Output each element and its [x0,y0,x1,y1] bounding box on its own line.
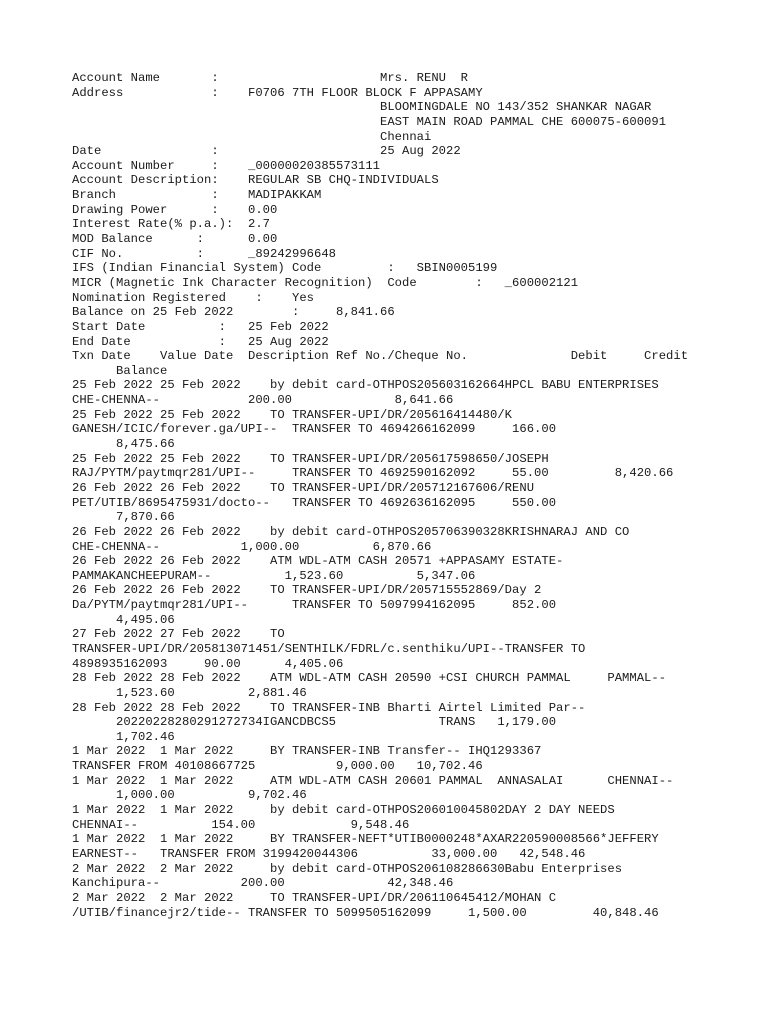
statement-line: RAJ/PYTM/paytmqr281/UPI-- TRANSFER TO 4692590162092 55.00 8,420.66 [72,466,674,481]
statement-line: EARNEST-- TRANSFER FROM 3199420044306 33,000.00 42,548.46 [72,846,586,861]
statement-line: 2 Mar 2022 2 Mar 2022 TO TRANSFER-UPI/DR/206110645412/MOHAN C [72,890,557,905]
statement-line: PAMMAKANCHEEPURAM-- 1,523.60 5,347.06 [72,568,476,583]
statement-line: MOD Balance : 0.00 [72,232,278,247]
statement-line: 25 Feb 2022 25 Feb 2022 by debit card-OTHPOS205603162664HPCL BABU ENTERPRISES [72,378,659,393]
statement-line: BLOOMINGDALE NO 143/352 SHANKAR NAGAR [72,100,652,115]
statement-line: 1 Mar 2022 1 Mar 2022 by debit card-OTHPOS206010045802DAY 2 DAY NEEDS [72,803,615,818]
statement-line: TRANSFER FROM 40108667725 9,000.00 10,702.46 [72,759,483,774]
statement-line: Kanchipura-- 200.00 42,348.46 [72,876,454,891]
statement-line: Balance on 25 Feb 2022 : 8,841.66 [72,305,395,320]
statement-line: 28 Feb 2022 28 Feb 2022 ATM WDL-ATM CASH 20590 +CSI CHURCH PAMMAL PAMMAL-- [72,671,667,686]
statement-line: 26 Feb 2022 26 Feb 2022 TO TRANSFER-UPI/DR/205715552869/Day 2 [72,583,542,598]
statement-line: End Date : 25 Aug 2022 [72,334,329,349]
statement-line: MICR (Magnetic Ink Character Recognition) Code : _600002121 [72,275,579,290]
statement-line: Da/PYTM/paytmqr281/UPI-- TRANSFER TO 5097994162095 852.00 [72,598,557,613]
statement-line: Start Date : 25 Feb 2022 [72,319,329,334]
statement-line: Date : 25 Aug 2022 [72,144,461,159]
statement-line: 1,702.46 [72,729,175,744]
statement-line: 27 Feb 2022 27 Feb 2022 TO [72,627,285,642]
statement-line: IFS (Indian Financial System) Code : SBIN0005199 [72,261,498,276]
statement-line: 20220228280291272734IGANCDBCS5 TRANS 1,179.00 [72,715,557,730]
statement-line: Interest Rate(% p.a.): 2.7 [72,217,271,232]
statement-line: 1 Mar 2022 1 Mar 2022 ATM WDL-ATM CASH 20601 PAMMAL ANNASALAI CHENNAI-- [72,773,674,788]
statement-line: 26 Feb 2022 26 Feb 2022 TO TRANSFER-UPI/DR/205712167606/RENU [72,480,535,495]
statement-line: CIF No. : _89242996648 [72,246,337,261]
statement-line: Account Number : _00000020385573111 [72,158,381,173]
statement-line: /UTIB/financejr2/tide-- TRANSFER TO 5099505162099 1,500.00 40,848.46 [72,905,659,920]
statement-line: 28 Feb 2022 28 Feb 2022 TO TRANSFER-INB Bharti Airtel Limited Par-- [72,700,586,715]
statement-line: Nomination Registered : Yes [72,290,315,305]
statement-line: 26 Feb 2022 26 Feb 2022 by debit card-OTHPOS205706390328KRISHNARAJ AND CO [72,524,630,539]
statement-line: Balance [72,363,168,378]
statement-line: 26 Feb 2022 26 Feb 2022 ATM WDL-ATM CASH 20571 +APPASAMY ESTATE- [72,554,564,569]
statement-line: CHENNAI-- 154.00 9,548.46 [72,817,410,832]
statement-line: Drawing Power : 0.00 [72,202,278,217]
statement-line: EAST MAIN ROAD PAMMAL CHE 600075-600091 [72,114,667,129]
bank-statement [72,71,688,920]
statement-line: GANESH/ICIC/forever.ga/UPI-- TRANSFER TO 4694266162099 166.00 [72,422,557,437]
statement-line: 1,523.60 2,881.46 [72,685,307,700]
statement-line: Chennai [72,129,432,144]
statement-line: 2 Mar 2022 2 Mar 2022 by debit card-OTHPOS206108286630Babu Enterprises [72,861,623,876]
statement-line: 7,870.66 [72,510,175,525]
statement-line: 1 Mar 2022 1 Mar 2022 BY TRANSFER-INB Transfer-- IHQ1293367 [72,744,542,759]
statement-line: Account Description: REGULAR SB CHQ-INDIVIDUALS [72,173,439,188]
statement-line: TRANSFER-UPI/DR/205813071451/SENTHILK/FDRL/c.senthiku/UPI--TRANSFER TO [72,641,586,656]
statement-line: Txn Date Value Date Description Ref No./Cheque No. Debit Credit [72,349,689,364]
statement-line: Branch : MADIPAKKAM [72,188,322,203]
statement-line: 25 Feb 2022 25 Feb 2022 TO TRANSFER-UPI/DR/205616414480/K [72,407,513,422]
statement-line: 1 Mar 2022 1 Mar 2022 BY TRANSFER-NEFT*UTIB0000248*AXAR220590008566*JEFFERY [72,832,659,847]
statement-line: 4898935162093 90.00 4,405.06 [72,656,344,671]
statement-line: 4,495.06 [72,612,175,627]
statement-line: 1,000.00 9,702.46 [72,788,307,803]
statement-line: 8,475.66 [72,437,175,452]
statement-line: Account Name : Mrs. RENU R [72,71,469,85]
statement-line: 25 Feb 2022 25 Feb 2022 TO TRANSFER-UPI/DR/205617598650/JOSEPH [72,451,549,466]
statement-line: CHE-CHENNA-- 1,000.00 6,870.66 [72,539,432,554]
statement-line: PET/UTIB/8695475931/docto-- TRANSFER TO 4692636162095 550.00 [72,495,557,510]
statement-line: Address : F0706 7TH FLOOR BLOCK F APPASAMY [72,85,483,100]
statement-line: CHE-CHENNA-- 200.00 8,641.66 [72,393,454,408]
